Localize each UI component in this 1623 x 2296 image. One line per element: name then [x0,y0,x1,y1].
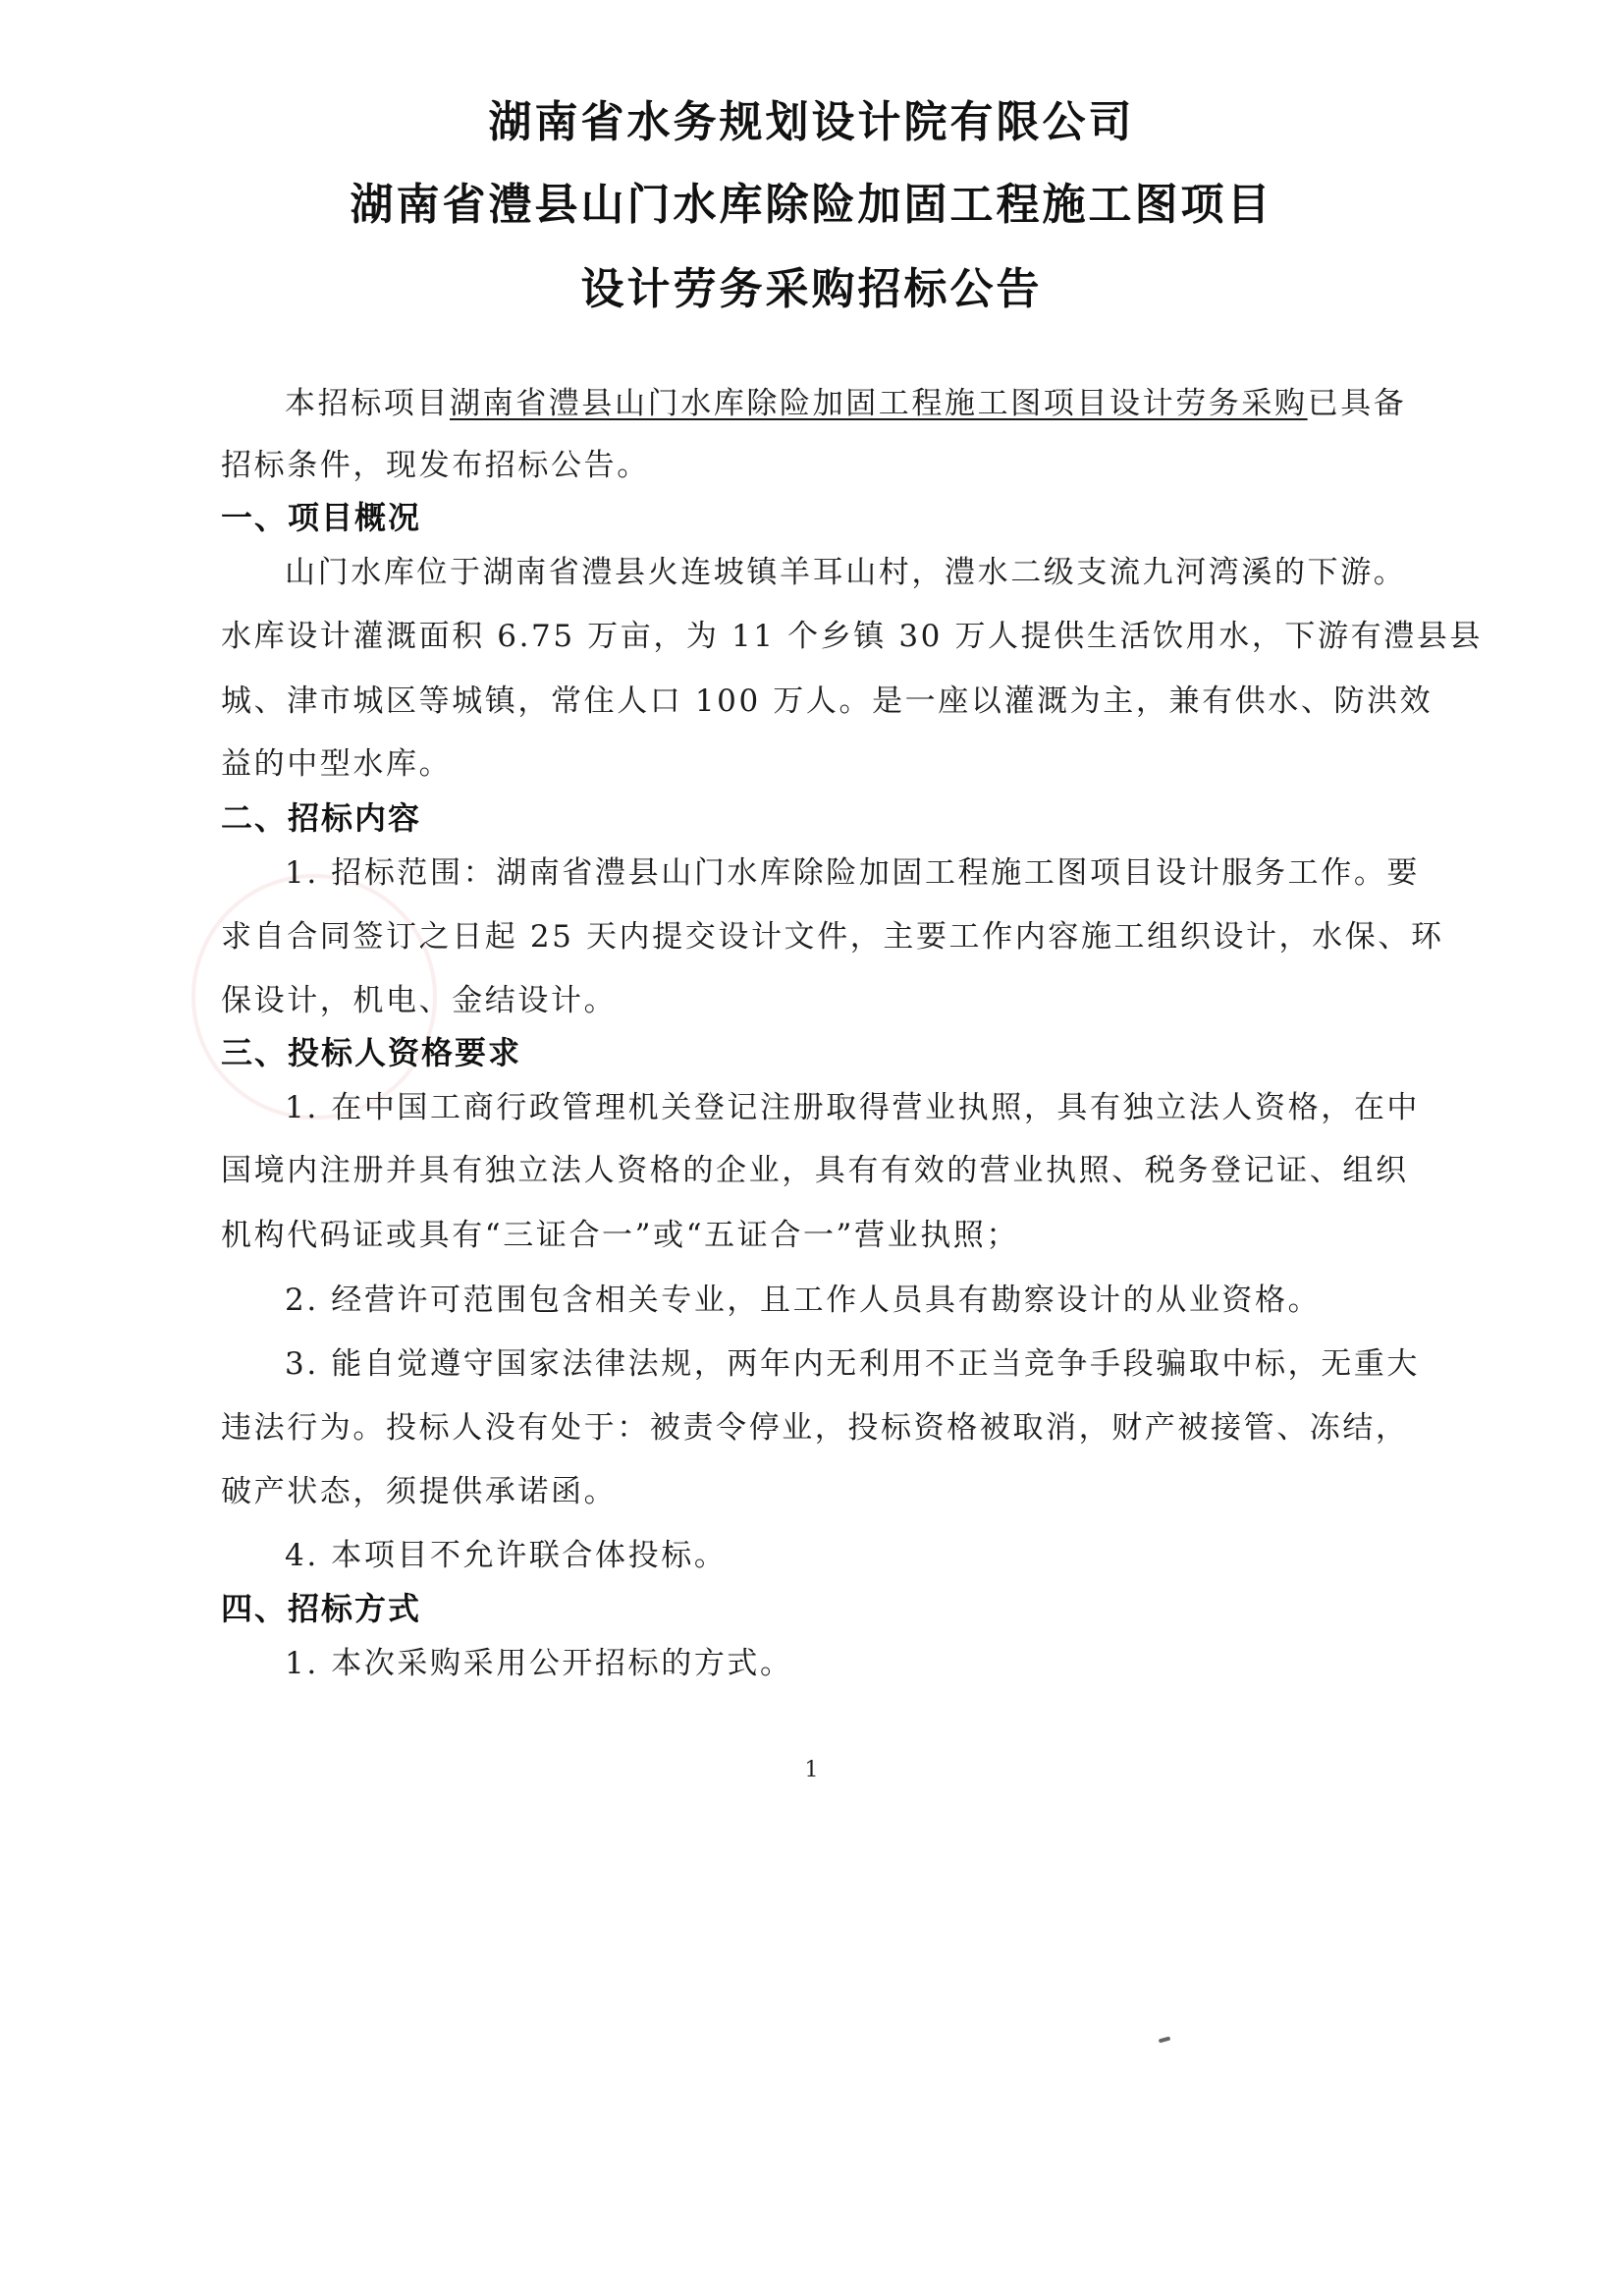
qualification-item2: 2. 经营许可范围包含相关专业，且工作人员具有勘察设计的从业资格。 [285,1283,1322,1318]
content-line-3: 保设计，机电、金结设计。 [221,983,618,1018]
intro-line-1 [285,378,1406,422]
intro-suffix: 已具备 [1307,386,1407,421]
section-heading-overview: 一、项目概况 [221,499,422,536]
intro-project-name: 湖南省澧县山门水库除险加固工程施工图项目设计劳务采购 [450,386,1308,421]
company-title: 湖南省水务规划设计院有限公司 [488,97,1135,147]
overview-line-1: 山门水库位于湖南省澧县火连坡镇羊耳山村，澧水二级支流九河湾溪的下游。 [285,555,1407,590]
overview-line-3: 城、津市城区等城镇，常住人口 100 万人。是一座以灌溉为主，兼有供水、防洪效 [221,683,1434,719]
section-heading-content: 二、招标内容 [221,799,422,837]
intro-prefix: 本招标项目 [285,386,450,421]
project-title: 湖南省澧县山门水库除险加固工程施工图项目 [350,180,1273,230]
qualification-item3-line-1: 3. 能自觉遵守国家法律法规，两年内无利用不正当竞争手段骗取中标，无重大 [285,1346,1421,1382]
qualification-item4: 4. 本项目不允许联合体投标。 [285,1538,728,1573]
notice-title: 设计劳务采购招标公告 [580,264,1043,314]
qualification-item1-line-2: 国境内注册并具有独立法人资格的企业，具有有效的营业执照、税务登记证、组织 [221,1153,1409,1188]
content-line-1: 1. 招标范围：湖南省澧县山门水库除险加固工程施工图项目设计服务工作。要 [285,855,1421,891]
qualification-item3-line-3: 破产状态，须提供承诺函。 [221,1474,618,1509]
qualification-item1-line-3: 机构代码证或具有“三证合一”或“五证合一”营业执照； [221,1218,1019,1253]
content-line-2: 求自合同签订之日起 25 天内提交设计文件，主要工作内容施工组织设计，水保、环 [221,919,1444,955]
overview-line-4: 益的中型水库。 [221,746,453,782]
qualification-item3-line-2: 违法行为。投标人没有处于：被责令停业，投标资格被取消，财产被接管、冻结， [221,1410,1409,1446]
intro-line-2: 招标条件，现发布招标公告。 [221,448,650,483]
page-number: 1 [804,1758,819,1782]
qualification-item1-line-1: 1. 在中国工商行政管理机关登记注册取得营业执照，具有独立法人资格，在中 [285,1090,1421,1125]
overview-line-2: 水库设计灌溉面积 6.75 万亩，为 11 个乡镇 30 万人提供生活饮用水，下游有澧县县 [221,619,1484,654]
section-heading-method: 四、招标方式 [221,1590,422,1627]
scan-speck [1159,2037,1171,2044]
method-item1: 1. 本次采购采用公开招标的方式。 [285,1646,793,1681]
section-heading-qualification: 三、投标人资格要求 [221,1034,522,1071]
